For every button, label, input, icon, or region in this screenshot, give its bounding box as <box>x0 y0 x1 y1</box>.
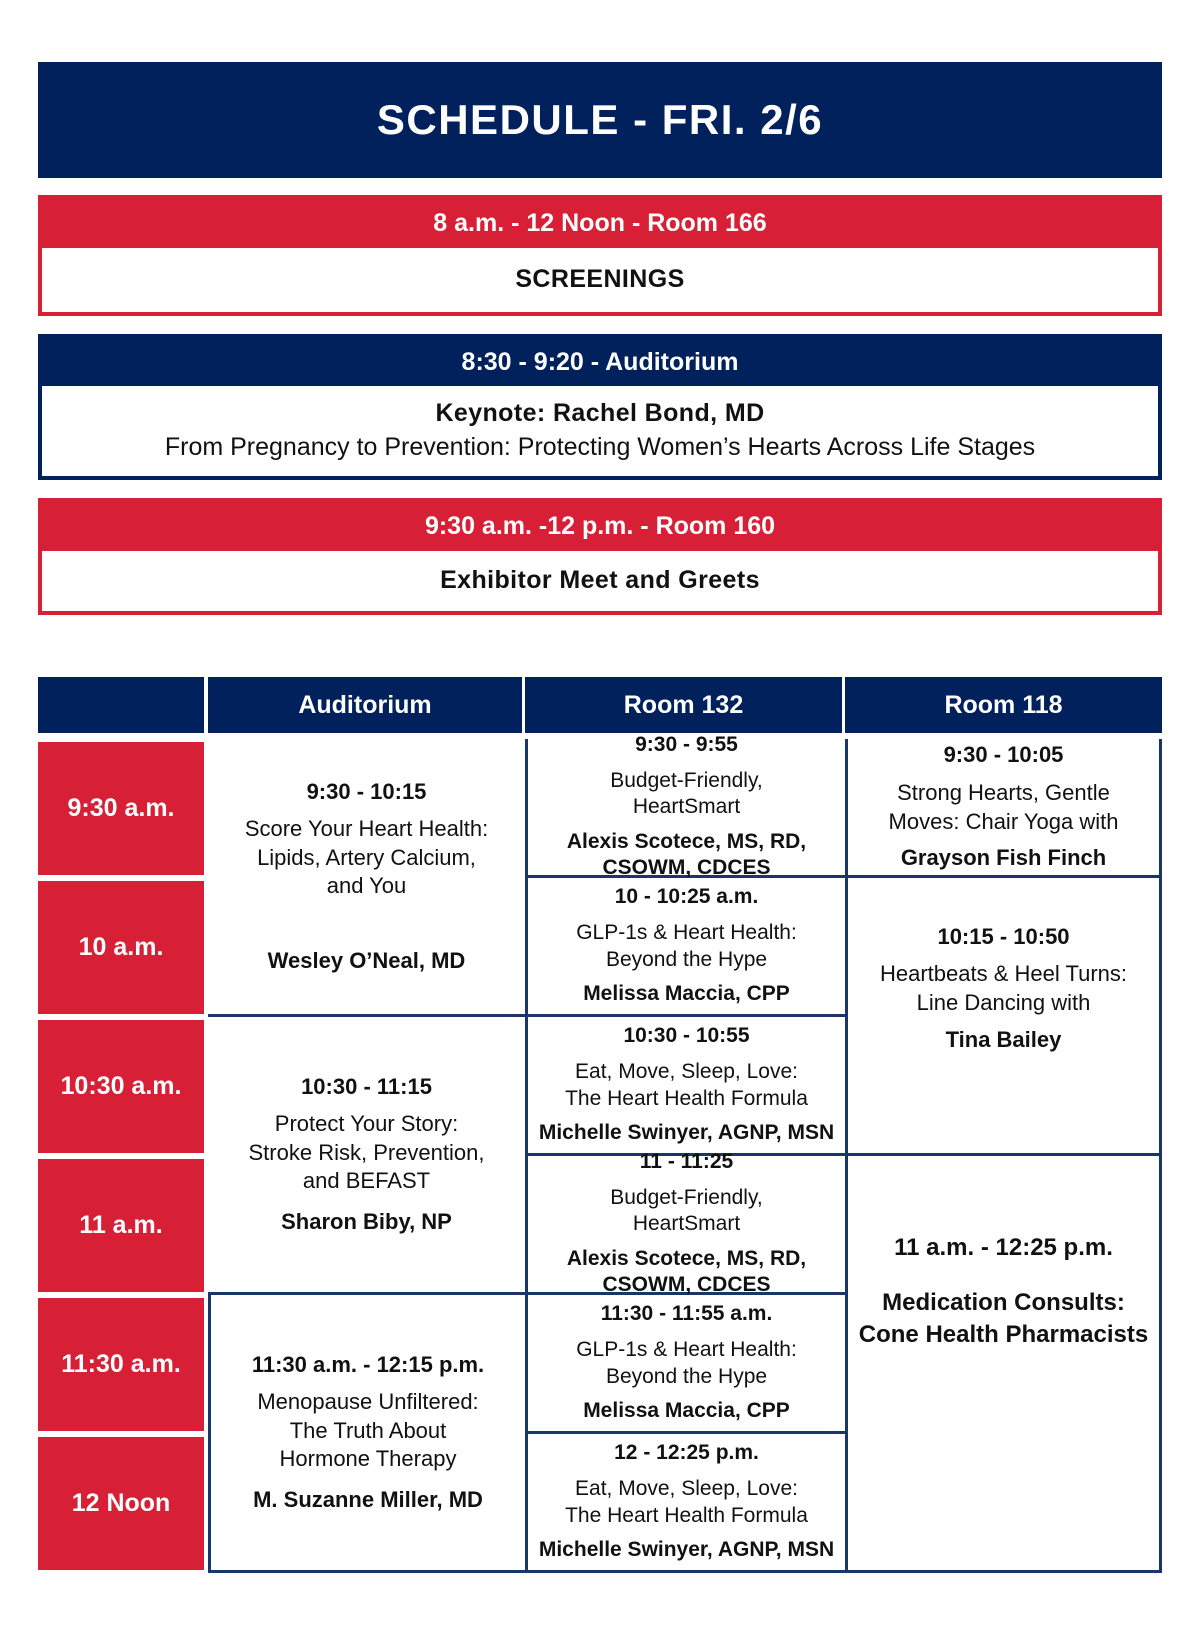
session-room118-line-dancing <box>845 878 1162 1156</box>
screenings-banner <box>38 195 1162 316</box>
title-banner <box>38 62 1162 178</box>
session-room118-medication-consults <box>845 1156 1162 1573</box>
session-time-line: 11:30 a.m. - 12:15 p.m. <box>251 1351 485 1377</box>
session-desc-line: The Truth About <box>289 1417 447 1443</box>
header-time-column <box>38 677 204 733</box>
time-row-1030am: 10:30 a.m. <box>38 1020 204 1153</box>
session-speaker-line: Grayson Fish Finch <box>900 845 1107 871</box>
time-row-10am: 10 a.m. <box>38 881 204 1014</box>
session-desc-line: HeartSmart <box>632 1212 741 1236</box>
session-desc-line: The Heart Health Formula <box>565 1086 808 1110</box>
session-time-line: 10 - 10:25 a.m. <box>614 885 759 909</box>
session-time-line: 10:30 - 10:55 <box>623 1024 750 1048</box>
session-time-line: 9:30 - 10:15 <box>306 778 427 804</box>
session-desc-line: Beyond the Hype <box>605 947 768 971</box>
session-time-line: 12 - 12:25 p.m. <box>614 1441 759 1465</box>
session-speaker-line: Tina Bailey <box>945 1026 1062 1052</box>
screenings-body <box>42 248 1158 312</box>
session-room132-eat-move-sleep-love-1030 <box>525 1017 845 1156</box>
session-room132-budget-friendly-930 <box>525 732 845 880</box>
session-desc-line: Heartbeats & Heel Turns: <box>879 961 1127 987</box>
session-speaker-line: Melissa Maccia, CPP <box>583 982 790 1006</box>
session-desc-line: Strong Hearts, Gentle <box>897 779 1110 805</box>
keynote-time-room: 8:30 - 9:20 - Auditorium <box>42 338 1158 386</box>
session-desc-line: GLP-1s & Heart Health: <box>576 1337 797 1361</box>
session-room118-chair-yoga <box>845 739 1162 878</box>
session-desc-line: and BEFAST <box>302 1168 431 1194</box>
session-desc-line: GLP-1s & Heart Health: <box>576 920 797 944</box>
exhibitor-time-room: 9:30 a.m. -12 p.m. - Room 160 <box>42 502 1158 551</box>
session-desc-line: Eat, Move, Sleep, Love: <box>575 1059 798 1083</box>
session-desc-line: Menopause Unfiltered: <box>257 1389 479 1415</box>
session-time-line: 11 - 11:25 <box>639 1149 734 1173</box>
keynote-title: From Pregnancy to Prevention: Protecting Women’s Hearts Across Life Stages <box>164 433 1036 461</box>
time-row-1130am: 11:30 a.m. <box>38 1298 204 1431</box>
exhibitor-banner <box>38 498 1162 615</box>
keynote-banner <box>38 334 1162 480</box>
exhibitor-body <box>42 551 1158 611</box>
session-time-line: 9:30 - 10:05 <box>943 742 1064 768</box>
screenings-time-room: 8 a.m. - 12 Noon - Room 166 <box>42 199 1158 248</box>
session-speaker-line: M. Suzanne Miller, MD <box>253 1486 483 1512</box>
session-desc-line: HeartSmart <box>632 795 741 819</box>
session-desc-line: Line Dancing with <box>916 990 1091 1015</box>
session-room132-glp1s-1130 <box>525 1295 845 1434</box>
session-room132-eat-move-sleep-love-12 <box>525 1434 845 1573</box>
session-time-line: 11 a.m. - 12:25 p.m. <box>894 1234 1113 1262</box>
session-speaker-line: Michelle Swinyer, AGNP, MSN <box>538 1121 835 1145</box>
session-room132-budget-friendly-11 <box>525 1149 845 1297</box>
time-row-930am: 9:30 a.m. <box>38 742 204 875</box>
session-desc-line: Hormone Therapy <box>279 1446 457 1472</box>
header-auditorium: Auditorium <box>208 677 522 733</box>
session-speaker-line: Alexis Scotece, MS, RD, <box>566 829 807 853</box>
session-speaker-line: Michelle Swinyer, AGNP, MSN <box>538 1538 835 1562</box>
header-room-132: Room 132 <box>525 677 842 733</box>
session-speaker-line: Wesley O’Neal, MD <box>267 947 466 973</box>
session-room132-glp1s-10 <box>525 878 845 1017</box>
keynote-speaker: Keynote: Rachel Bond, MD <box>435 399 765 428</box>
session-desc-line: Lipids, Artery Calcium, <box>257 844 476 870</box>
page-title: SCHEDULE - FRI. 2/6 <box>376 96 824 143</box>
session-desc-line: Moves: Chair Yoga with <box>888 808 1119 834</box>
session-desc-line: Protect Your Story: <box>274 1111 459 1137</box>
session-desc-line: Score Your Heart Health: <box>244 816 489 842</box>
session-auditorium-score-your-heart-health <box>208 739 525 1017</box>
session-desc-line: Beyond the Hype <box>605 1364 768 1388</box>
session-desc-line: Eat, Move, Sleep, Love: <box>575 1476 798 1500</box>
session-auditorium-menopause-unfiltered <box>208 1295 525 1573</box>
schedule-table <box>38 677 1162 1573</box>
session-speaker-line: CSOWM, CDCES <box>602 856 771 880</box>
screenings-label: SCREENINGS <box>515 265 685 294</box>
header-room-118: Room 118 <box>845 677 1162 733</box>
session-bold-line: Cone Health Pharmacists <box>858 1320 1149 1348</box>
session-speaker-line: Melissa Maccia, CPP <box>583 1399 790 1423</box>
session-desc-line: and You <box>326 873 407 899</box>
session-speaker-line: Sharon Biby, NP <box>281 1208 452 1234</box>
exhibitor-label: Exhibitor Meet and Greets <box>440 566 760 595</box>
session-speaker-line: CSOWM, CDCES <box>602 1273 771 1297</box>
session-bold-line: Medication Consults: <box>882 1289 1125 1317</box>
time-row-12noon: 12 Noon <box>38 1437 204 1570</box>
keynote-body <box>42 386 1158 476</box>
session-time-line: 10:15 - 10:50 <box>937 923 1070 949</box>
session-desc-line: The Heart Health Formula <box>565 1503 808 1527</box>
session-desc-line: Budget-Friendly, <box>610 768 763 792</box>
session-time-line: 11:30 - 11:55 a.m. <box>600 1302 773 1326</box>
session-desc-line: Budget-Friendly, <box>610 1185 763 1209</box>
session-speaker-line: Alexis Scotece, MS, RD, <box>566 1246 807 1270</box>
session-time-line: 10:30 - 11:15 <box>301 1073 432 1099</box>
session-auditorium-protect-your-story <box>208 1017 525 1295</box>
flyer-content <box>38 0 1162 1573</box>
session-time-line: 9:30 - 9:55 <box>635 732 738 756</box>
session-desc-line: Stroke Risk, Prevention, <box>248 1139 485 1165</box>
time-row-11am: 11 a.m. <box>38 1159 204 1292</box>
